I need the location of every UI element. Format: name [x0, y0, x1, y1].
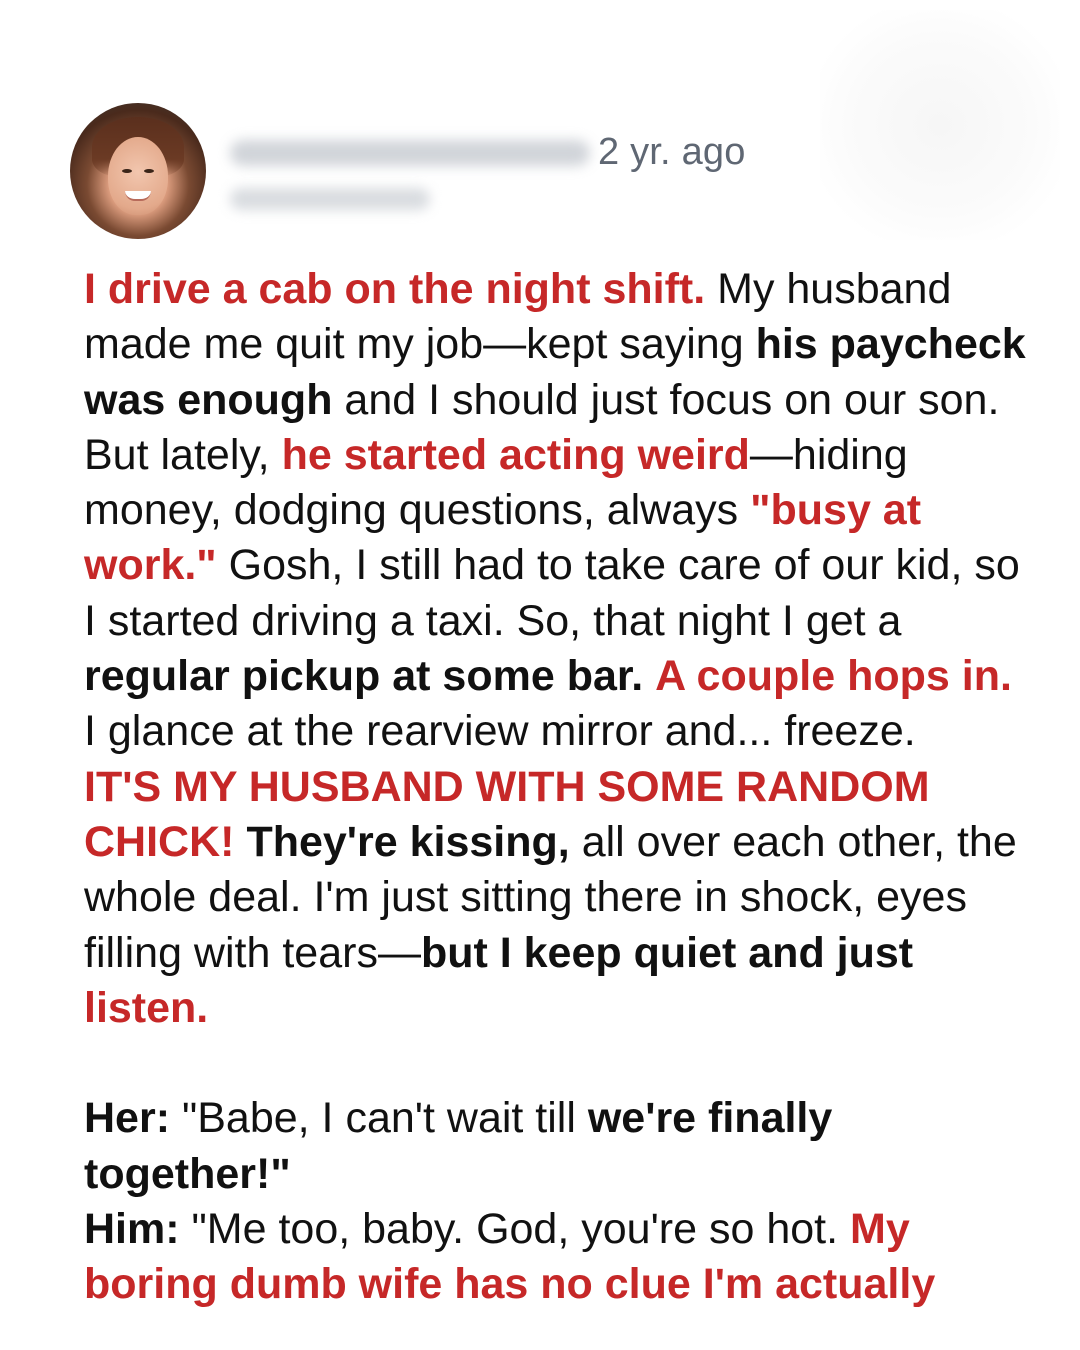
meta-row [230, 131, 746, 174]
story-text-highlight: I drive a cab on the night shift. [84, 265, 706, 313]
author-subline-redacted [230, 188, 430, 210]
post-timestamp: 2 yr. ago [598, 131, 746, 173]
post-header [70, 103, 746, 239]
story-text-highlight: he started acting weird [281, 430, 750, 479]
story-text: I glance at the rearview mirror and... freeze. [84, 707, 916, 756]
story-text-highlight: listen. [84, 983, 209, 1032]
avatar-eye-right [144, 169, 154, 173]
card-background-glow [820, 10, 1060, 240]
dialogue-text-bold: we're finally together!" [84, 1094, 833, 1198]
post-body [84, 262, 1034, 1313]
story-text-bold: They're kissing, [246, 817, 570, 866]
story-text-bold: his paycheck was enough [84, 320, 1026, 424]
story-text-highlight: IT'S MY HUSBAND WITH SOME RANDOM CHICK! [84, 762, 930, 866]
story-text: My husband made me quit my job—kept saying [84, 265, 952, 369]
story-paragraph [84, 262, 1034, 1036]
username-redacted[interactable] [230, 140, 590, 166]
speaker-label-him: Him: [84, 1205, 180, 1254]
avatar-face [108, 137, 168, 215]
dialogue-her [84, 1091, 1034, 1202]
user-avatar[interactable] [70, 103, 206, 239]
avatar-eye-left [122, 169, 132, 173]
dialogue-text: "Me too, baby. God, you're so hot. [179, 1205, 850, 1254]
story-text: and I should just focus on our son. But lately, [84, 375, 1000, 479]
story-text: Gosh, I still had to take care of our kid, so I started driving a taxi. So, that night I get a [84, 541, 1020, 645]
paragraph-spacer [84, 1036, 1034, 1091]
story-text-highlight: "busy at work." [84, 486, 922, 590]
story-text-bold: regular pickup at some bar. [84, 652, 644, 701]
dialogue-him [84, 1202, 1034, 1313]
story-text-highlight: A couple hops in. [655, 652, 1012, 701]
story-text-bold: but I keep quiet and just [420, 928, 914, 977]
story-text: —hiding money, dodging questions, always [84, 430, 908, 535]
story-text: all over each other, the whole deal. I'm just sitting there in shock, eyes filling with tears— [84, 817, 1017, 977]
speaker-label-her: Her: [84, 1094, 171, 1143]
dialogue-text-highlight: My boring dumb wife has no clue I'm actually [84, 1205, 936, 1309]
post-meta [230, 103, 746, 210]
dialogue-text: "Babe, I can't wait till [170, 1094, 588, 1143]
